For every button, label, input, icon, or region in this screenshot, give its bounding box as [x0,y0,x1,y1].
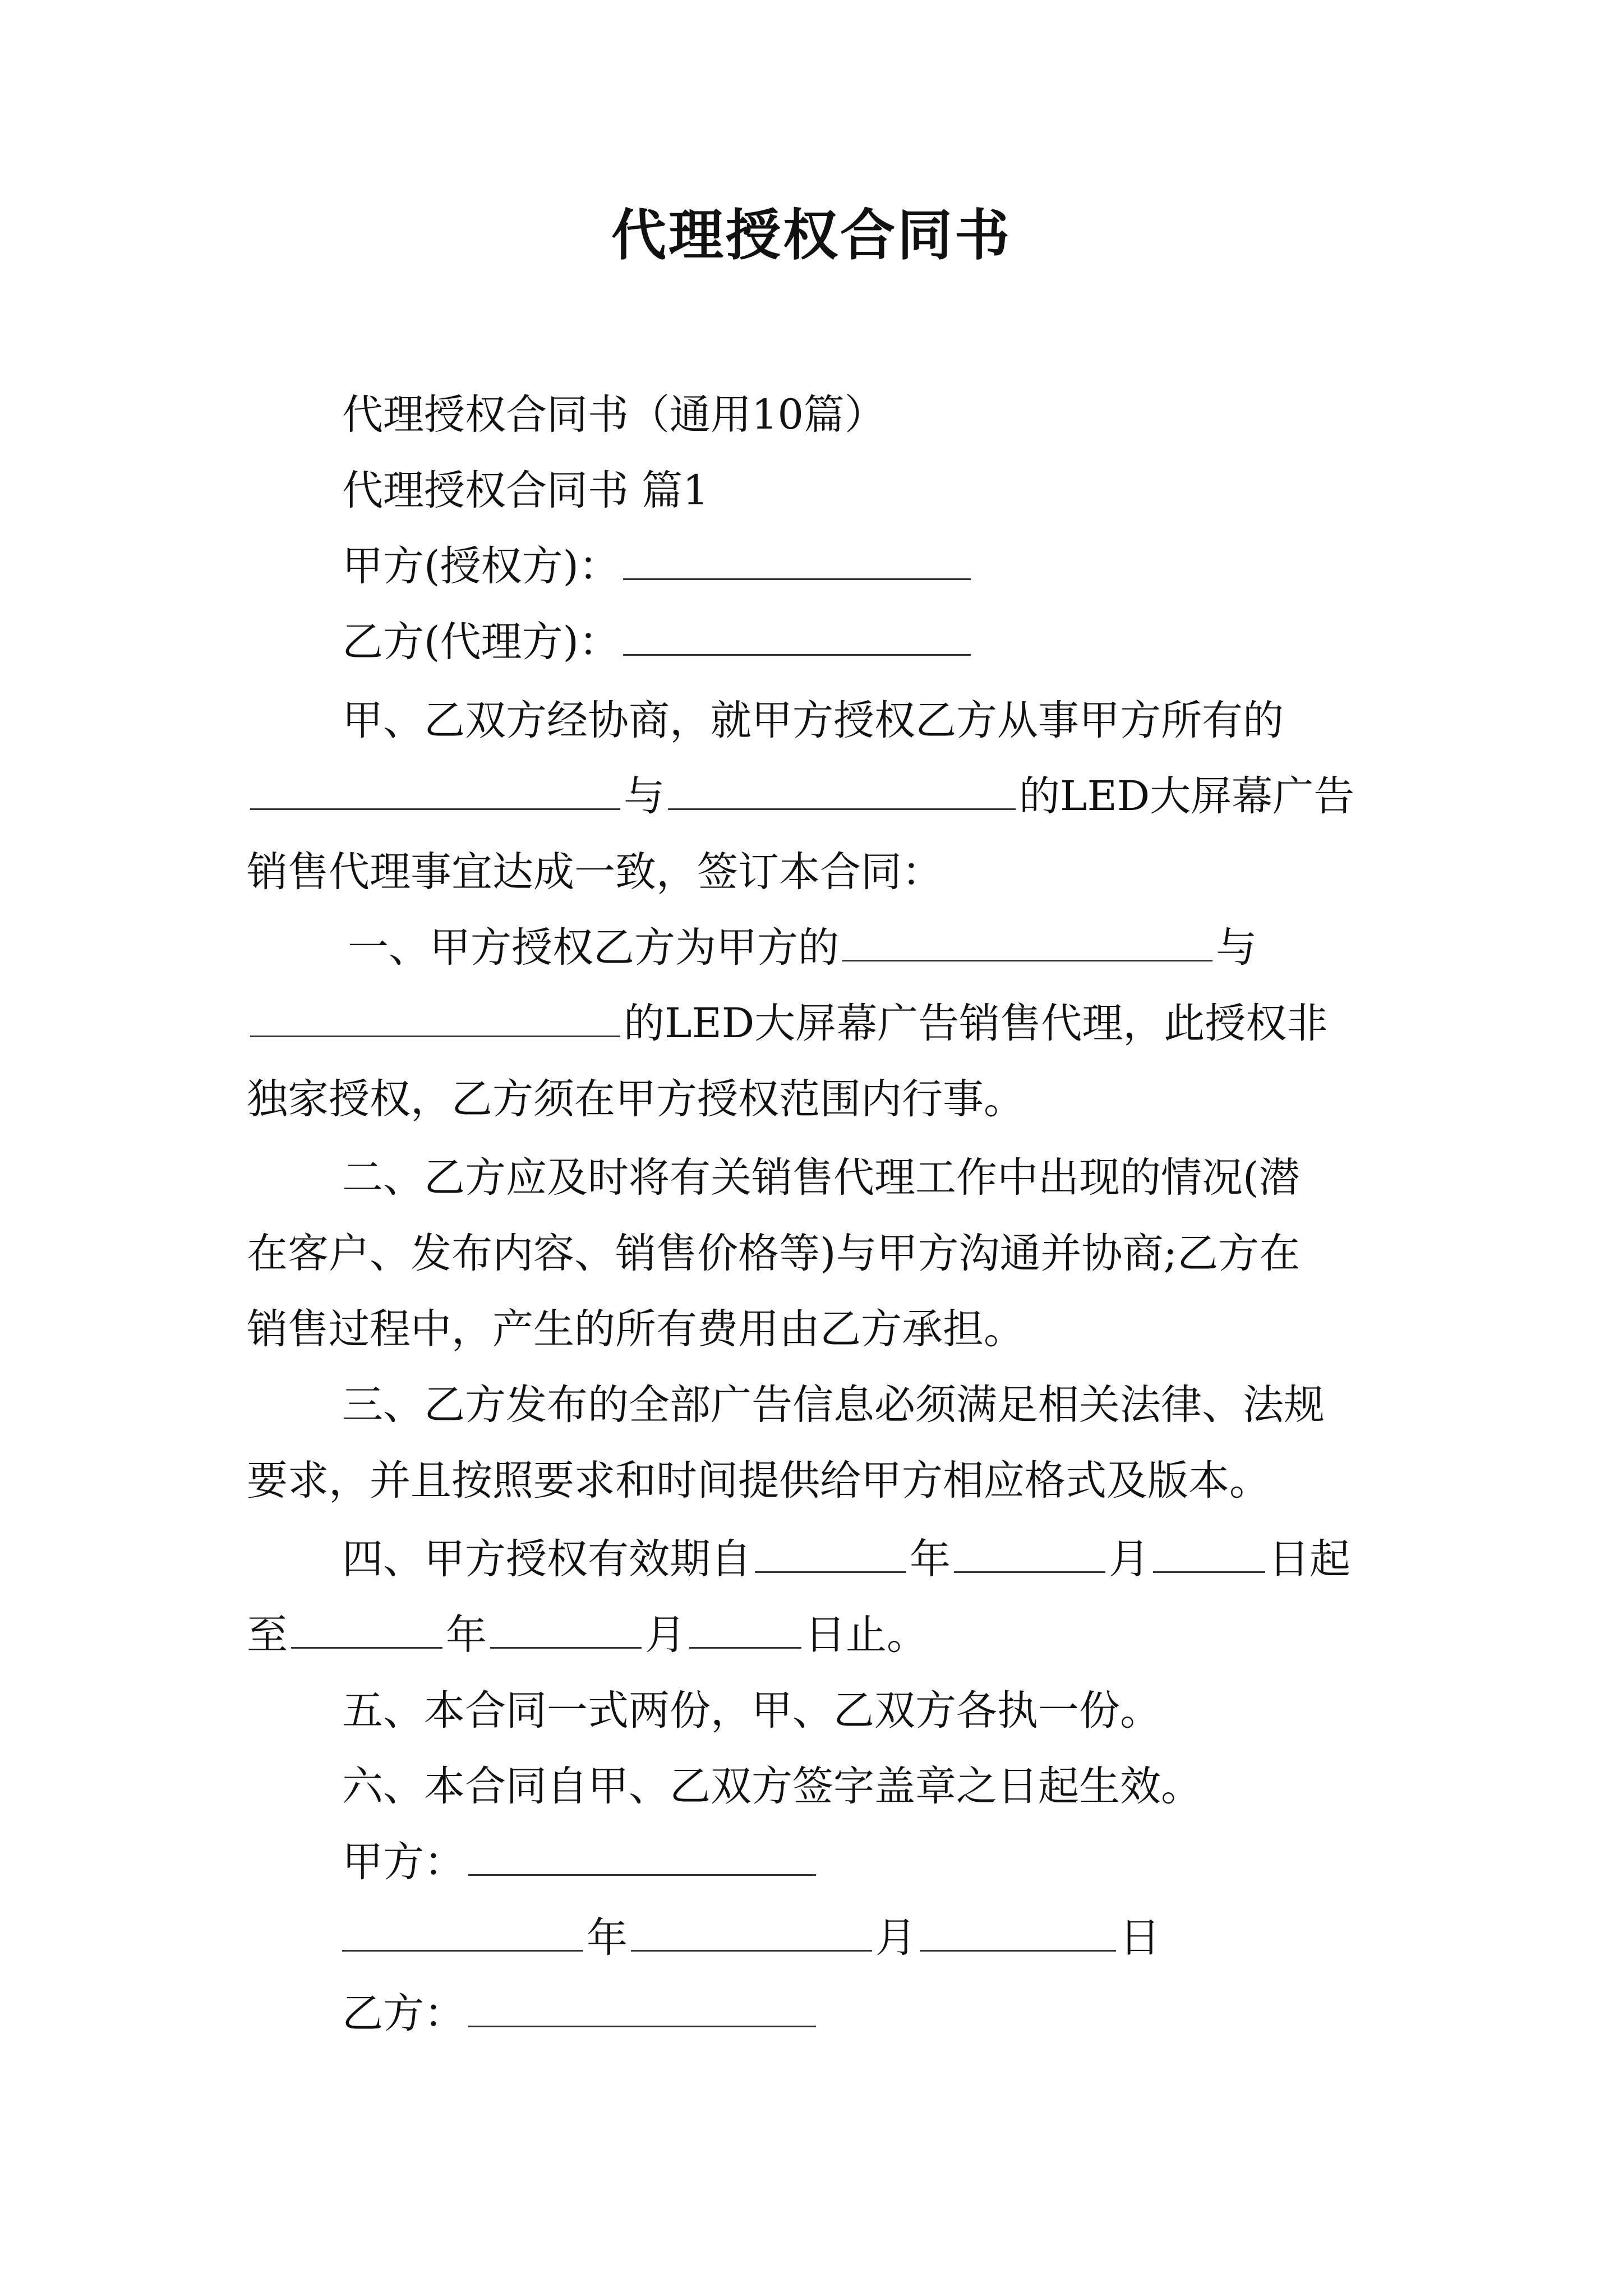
signature-day-label: 日 [1119,1914,1160,1962]
clause-1-blank-1 [842,923,1212,961]
clause-2-line-3: 销售过程中，产生的所有费用由乙方承担。 [247,1305,1025,1353]
intro-connector: 与 [624,772,665,820]
party-b-field [342,609,1486,676]
clause-4-start: 四、甲方授权有效期自 [342,1535,751,1583]
document-subtitle: 代理授权合同书（通用10篇） [342,391,886,439]
party-b-blank [623,617,971,656]
clause-5: 五、本合同一式两份，甲、乙双方各执一份。 [342,1687,1161,1734]
signature-year-blank [342,1913,583,1952]
clause-4-start-day-blank [1153,1534,1265,1573]
clause-1-blank-2 [250,999,620,1037]
signature-date [342,1904,1486,1972]
signature-month-label: 月 [875,1914,916,1962]
signature-party-a [342,1829,1486,1896]
clause-4-day-start-label: 日起 [1269,1535,1350,1583]
clause-1-start: 一、甲方授权乙方为甲方的 [348,924,839,972]
clause-2-line-1: 二、乙方应及时将有关销售代理工作中出现的情况(潜 [342,1154,1300,1202]
signature-party-b-label: 乙方： [342,1990,465,2037]
clause-4-month-label: 月 [1109,1535,1150,1583]
party-a-label: 甲方(授权方)： [342,542,620,590]
clause-1-line-2 [247,990,1391,1057]
clause-1-line-2-end: 的LED大屏幕广告销售代理，此授权非 [624,1000,1328,1047]
clause-4-start-year-blank [755,1534,906,1573]
signature-party-b-blank [468,1989,816,2027]
clause-4-end-day-blank [689,1610,801,1649]
clause-4-year-label: 年 [910,1535,951,1583]
clause-4-end-year-blank [291,1610,442,1649]
clause-3-line-1: 三、乙方发布的全部广告信息必须满足相关法律、法规 [342,1381,1325,1429]
signature-party-a-blank [468,1837,816,1876]
clause-4-end-month-label: 月 [645,1611,686,1659]
signature-party-b [342,1980,1486,2047]
party-b-label: 乙方(代理方)： [342,618,620,666]
intro-blank-1 [250,771,620,810]
signature-year-label: 年 [587,1914,628,1962]
signature-party-a-label: 甲方： [342,1838,465,1886]
clause-1-line-1 [348,914,1492,982]
clause-4-end-month-blank [490,1610,642,1649]
intro-line-1: 甲、乙双方经协商，就甲方授权乙方从事甲方所有的 [342,697,1284,744]
clause-4-end-prefix: 至 [247,1611,288,1659]
clause-1-connector: 与 [1216,924,1257,972]
clause-2-line-2: 在客户、发布内容、销售价格等)与甲方沟通并协商;乙方在 [247,1230,1301,1277]
intro-line-2-end: 的LED大屏幕广告 [1019,772,1355,820]
signature-day-blank [920,1913,1116,1952]
intro-line-3: 销售代理事宜达成一致，签订本合同： [247,848,943,896]
clause-4-line-1 [342,1526,1486,1593]
intro-line-2 [247,763,1391,830]
signature-month-blank [631,1913,872,1952]
section-heading: 代理授权合同书 篇1 [342,467,709,514]
party-a-blank [623,541,971,580]
clause-4-start-month-blank [954,1534,1105,1573]
party-a-field [342,533,1486,600]
clause-4-line-2 [247,1602,1391,1669]
intro-blank-2 [668,771,1016,810]
clause-3-line-2: 要求，并且按照要求和时间提供给甲方相应格式及版本。 [247,1457,1270,1504]
clause-4-end-year-label: 年 [446,1611,487,1659]
document-title: 代理授权合同书 [611,203,1012,268]
clause-1-line-3: 独家授权，乙方须在甲方授权范围内行事。 [247,1075,1025,1123]
clause-4-day-end-label: 日止。 [805,1611,928,1659]
clause-6: 六、本合同自甲、乙双方签字盖章之日起生效。 [342,1763,1202,1810]
